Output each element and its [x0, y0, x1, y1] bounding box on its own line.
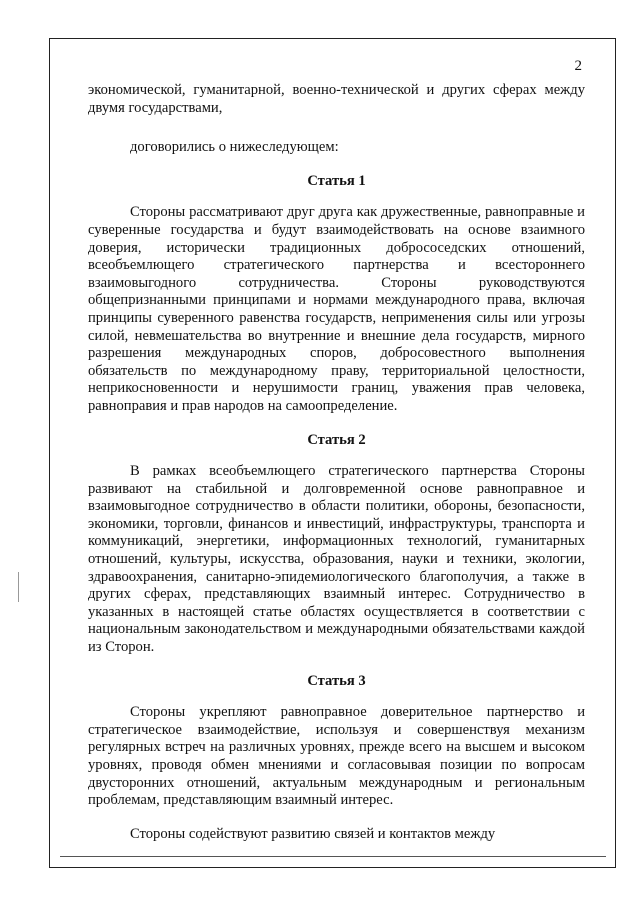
- article-2-paragraph-1: В рамках всеобъемлющего стратегического партнерства Стороны развивают на стабильной и долговременной основе равноправное и взаимовыгодное сотрудничество в области политики, обороны, безопасности, экономики, торговли, финансов и инвестиций, инфраструктуры, транспорта и коммуникаций, энергетики, информационных технологий, гуманитарных отношений, культуры, искусства, образования, науки и техники, экологии, здравоохранения, санитарно-эпидемиологического благополучия, а также в других сферах, представляющих взаимный интерес. Сотрудничество в указанных в настоящей статье областях осуществляется в соответствии с национальным законодательством и международными обязательствами каждой из Сторон.: [88, 463, 585, 656]
- bottom-rule: [60, 856, 606, 857]
- article-3-paragraph-1: Стороны укрепляют равноправное доверительное партнерство и стратегическое взаимодействие, используя и совершенствуя механизм регулярных встреч на различных уровнях, прежде всего на высшем и высоком уровнях, проводя обмен мнениями и согласовывая позиции по вопросам двусторонних отношений, актуальным международным и региональным проблемам, представляющим взаимный интерес.: [88, 704, 585, 809]
- continuation-paragraph: экономической, гуманитарной, военно-технической и других сферах между двумя государствами,: [88, 82, 585, 116]
- intro-paragraph: договорились о нижеследующем:: [130, 139, 339, 156]
- document-body: [88, 82, 585, 843]
- margin-mark: [18, 572, 19, 602]
- article-3-heading: Статья 3: [307, 672, 366, 689]
- article-3-paragraph-2: Стороны содействуют развитию связей и контактов между: [130, 825, 496, 842]
- page-number: 2: [574, 58, 582, 74]
- article-1-paragraph-1: Стороны рассматривают друг друга как дружественные, равноправные и суверенные государства и будут взаимодействовать на основе взаимного доверия, исторически традиционных добрососедских отношений, всеобъемлющего стратегического партнерства и всестороннего взаимовыгодного сотрудничества. Стороны руководствуются общепризнанными принципами и нормами международного права, включая принципы суверенного равенства государств, неприменения силы или угрозы силой, невмешательства во внутренние и внешние дела государств, мирного разрешения международных споров, добросовестного выполнения обязательств по международному праву, территориальной целостности, неприкосновенности и нерушимости границ, уважения прав человека, равноправия и прав народов на самоопределение.: [88, 204, 585, 414]
- article-2-heading: Статья 2: [307, 431, 366, 448]
- article-1-heading: Статья 1: [307, 172, 366, 189]
